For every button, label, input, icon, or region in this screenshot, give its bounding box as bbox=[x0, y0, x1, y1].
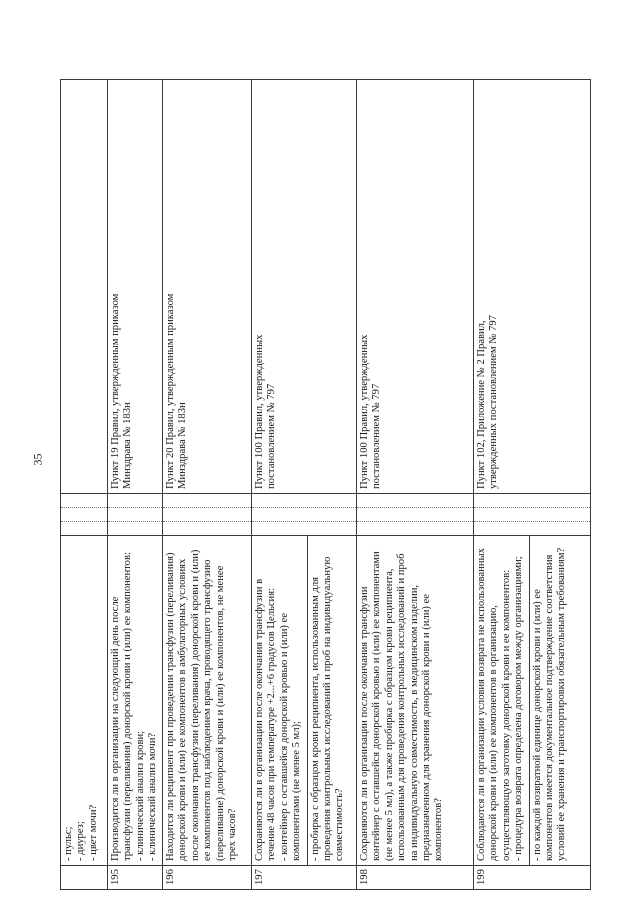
answer-cell[interactable] bbox=[61, 508, 108, 522]
question-line: трансфузии (переливания) донорской крови и (или) ее компонентов: bbox=[122, 552, 134, 861]
reference-line: постановлением № 797 bbox=[371, 383, 383, 489]
reference-cell bbox=[357, 80, 474, 494]
question-cell bbox=[61, 536, 108, 866]
question-line: компонентов? bbox=[433, 798, 445, 861]
answer-cell[interactable] bbox=[163, 494, 252, 508]
question-line: - клинический анализ мочи? bbox=[147, 732, 159, 861]
question-line: Сохраняются ли в организации после окончания трансфузии в bbox=[254, 578, 265, 861]
question-line: - клинический анализ крови; bbox=[134, 730, 146, 861]
question-line: донорской крови и (или) ее компонентов в амбулаторных условиях bbox=[177, 558, 189, 861]
answer-cell[interactable] bbox=[357, 508, 474, 522]
question-line: предназначенном для хранения донорской крови и (или) ее bbox=[421, 594, 433, 861]
row-number: 195 bbox=[108, 866, 163, 890]
answer-cell[interactable] bbox=[357, 522, 474, 536]
answer-cell[interactable] bbox=[108, 508, 163, 522]
table-row bbox=[163, 80, 252, 890]
question-cell bbox=[252, 536, 357, 866]
answer-cell[interactable] bbox=[252, 508, 357, 522]
answer-cell[interactable] bbox=[108, 494, 163, 508]
reference-line: Минздрава № 183н bbox=[122, 402, 134, 489]
answer-cell[interactable] bbox=[252, 522, 357, 536]
question-line: условий ее хранения и транспортировки обязательным требованиям? bbox=[556, 547, 568, 861]
reference-cell bbox=[474, 80, 591, 494]
question-line: (не менее 5 мл), а также пробирка с образцом крови реципиента, bbox=[383, 568, 395, 861]
table-row bbox=[61, 80, 108, 890]
question-line: ее компонентов под наблюдением врача, проводящего трансфузию bbox=[202, 559, 214, 861]
checklist-page-rotated bbox=[60, 80, 592, 890]
question-line: - процедура возврата определена договором между организациями; bbox=[513, 556, 525, 861]
table-row bbox=[252, 80, 357, 890]
question-line: после окончания трансфузии (переливания) донорской крови и (или) bbox=[189, 549, 201, 861]
reference-line: постановлением № 797 bbox=[266, 383, 278, 489]
answer-cell[interactable] bbox=[474, 522, 591, 536]
reference-line: Пункт 100 Правил, утвержденных bbox=[359, 334, 370, 489]
answer-cell[interactable] bbox=[474, 494, 591, 508]
answer-cell[interactable] bbox=[61, 522, 108, 536]
page-number: 35 bbox=[30, 453, 45, 466]
table-row bbox=[357, 80, 474, 890]
reference-cell bbox=[108, 80, 163, 494]
row-number: 196 bbox=[163, 866, 252, 890]
question-line: - диурез; bbox=[75, 821, 87, 861]
question-subsection bbox=[307, 536, 347, 865]
checklist-table bbox=[60, 79, 591, 890]
question-cell bbox=[108, 536, 163, 866]
question-line: Сохраняются ли в организации после окончания трансфузии bbox=[359, 586, 370, 861]
question-line: - пробирка с образцом крови реципиента, использованным для bbox=[309, 577, 321, 861]
question-cell bbox=[474, 536, 591, 866]
answer-cell[interactable] bbox=[61, 494, 108, 508]
reference-cell bbox=[252, 80, 357, 494]
question-line: Производится ли в организации на следующий день после bbox=[110, 596, 121, 861]
question-line: - по каждой возвратной единице донорской крови и (или) ее bbox=[531, 589, 543, 861]
row-number: 199 bbox=[474, 866, 591, 890]
question-line: - цвет мочи? bbox=[87, 804, 99, 861]
question-line: - пульс; bbox=[63, 826, 74, 861]
question-line: донорской крови и (или) ее компонентов в организацию, bbox=[488, 605, 500, 861]
reference-cell bbox=[61, 80, 108, 494]
reference-line: Пункт 19 Правил, утвержденным приказом bbox=[110, 293, 121, 489]
reference-line: Пункт 102, Приложение № 2 Правил, bbox=[476, 320, 487, 489]
answer-cell[interactable] bbox=[163, 522, 252, 536]
reference-line: Пункт 20 Правил, утвержденным приказом bbox=[165, 293, 176, 489]
question-line: - контейнер с оставшейся донорской кровью и (или) ее bbox=[278, 613, 290, 861]
question-line: контейнер с оставшейся донорской кровью и (или) ее компонентами bbox=[371, 551, 383, 861]
question-line: осуществляющую заготовку донорской крови и ее компонентов: bbox=[500, 569, 512, 861]
question-line: течение 48 часов при температуре +2...+6 градусов Цельсия: bbox=[266, 587, 278, 861]
reference-cell bbox=[163, 80, 252, 494]
row-number: 198 bbox=[357, 866, 474, 890]
row-number: 197 bbox=[252, 866, 357, 890]
answer-cell[interactable] bbox=[357, 494, 474, 508]
question-line: трех часов? bbox=[227, 808, 239, 861]
table-row bbox=[108, 80, 163, 890]
table-row bbox=[474, 80, 591, 890]
answer-cell[interactable] bbox=[108, 522, 163, 536]
question-line: компонентов имеется документальное подтверждение соответствия bbox=[544, 554, 556, 861]
question-line: (переливание) донорской крови и (или) ее компонентов, не менее bbox=[214, 565, 226, 861]
question-line: Находится ли реципиент при проведении трансфузии (переливания) bbox=[165, 552, 176, 861]
reference-line: Пункт 100 Правил, утвержденных bbox=[254, 334, 265, 489]
question-line: проведения контрольных исследований и проб на индивидуальную bbox=[322, 556, 334, 861]
answer-cell[interactable] bbox=[474, 508, 591, 522]
question-subsection bbox=[529, 536, 569, 865]
reference-line: утвержденных постановлением № 797 bbox=[488, 315, 500, 489]
question-line: совместимость? bbox=[334, 788, 346, 861]
question-line: на индивидуальную совместимость, в медицинском изделии, bbox=[408, 584, 420, 861]
answer-cell[interactable] bbox=[252, 494, 357, 508]
reference-line: Минздрава № 183н bbox=[177, 402, 189, 489]
question-line: компонентами (не менее 5 мл); bbox=[291, 721, 303, 861]
question-line: Соблюдаются ли в организации условия возврата не использованных bbox=[476, 548, 487, 861]
answer-cell[interactable] bbox=[163, 508, 252, 522]
question-cell bbox=[357, 536, 474, 866]
question-line: использованным для проведения контрольных исследований и проб bbox=[396, 553, 408, 861]
question-cell bbox=[163, 536, 252, 866]
